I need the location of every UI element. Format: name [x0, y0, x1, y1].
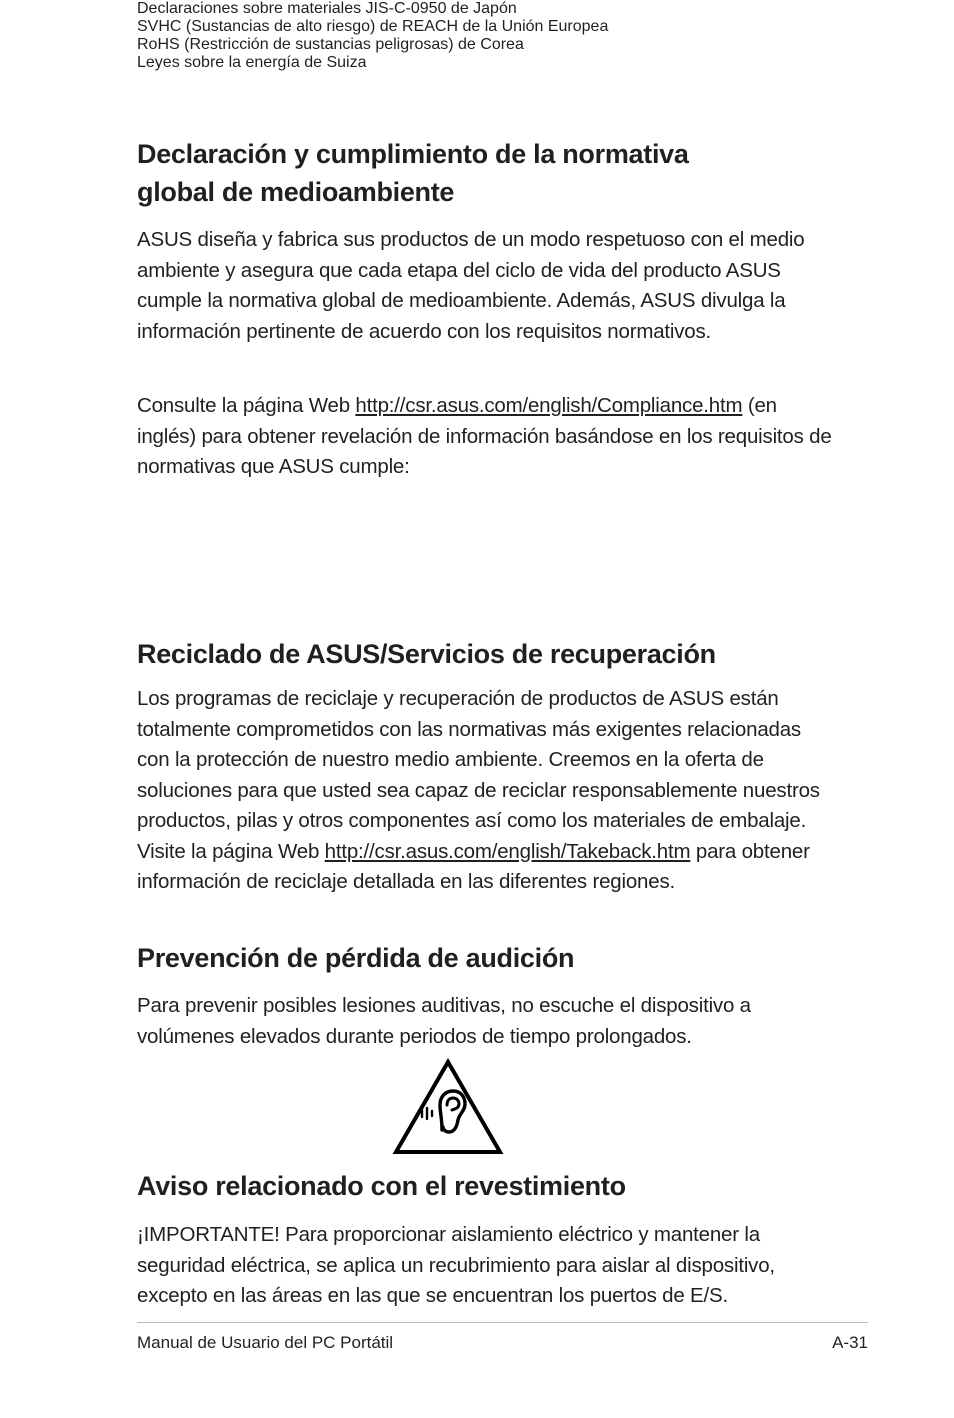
- section-title-recycling: Reciclado de ASUS/Servicios de recuperación: [137, 639, 716, 669]
- title-line-1: Declaración y cumplimiento de la normativa: [137, 139, 689, 169]
- hearing-paragraph: Para prevenir posibles lesiones auditivas, no escuche el dispositivo a volúmenes elevados durante periodos de tiempo prolongados.: [137, 994, 751, 1048]
- footer-manual-title: Manual de Usuario del PC Portátil: [137, 1333, 394, 1352]
- compliance-paragraph: [137, 391, 837, 483]
- environment-paragraph: ASUS diseña y fabrica sus productos de un modo respetuoso con el medio ambiente y asegura que cada etapa del ciclo de vida del producto ASUS cumple la normativa global de medioambiente. Además, ASUS divulga la información pertinente de acuerdo con los requisitos normativos.: [137, 228, 805, 343]
- takeback-link[interactable]: http://csr.asus.com/english/Takeback.htm: [324, 839, 691, 863]
- compliance-text-prefix: Consulte la página Web: [137, 394, 356, 417]
- compliance-text-suffix: (en inglés) para obtener revelación de información basándose en los requisitos de normativas que ASUS cumple:: [137, 394, 832, 478]
- compliance-link[interactable]: http://csr.asus.com/english/Compliance.htm: [355, 394, 743, 417]
- page-content: [137, 0, 837, 1307]
- section-title-coating: Aviso relacionado con el revestimiento: [137, 1171, 626, 1201]
- footer-divider: [137, 1322, 868, 1323]
- title-line-2: global de medioambiente: [137, 177, 455, 207]
- recycling-text-prefix: Los programas de reciclaje y recuperación de productos de ASUS están totalmente comprometidos con las normativas más exigentes relacionadas con la protección de nuestro medio ambiente. Creemos en la oferta de soluciones para que usted sea capaz de reciclar responsablemente nuestros productos, pilas y otros componentes así como los materiales de embalaje. Visite la página Web: [137, 687, 820, 863]
- hearing-warning-icon: [392, 1058, 504, 1156]
- regulation-item: Leyes sobre la energía de Suiza: [137, 54, 367, 71]
- coating-paragraph: ¡IMPORTANTE! Para proporcionar aislamiento eléctrico y mantener la seguridad eléctrica, se aplica un recubrimiento para aislar al dispositivo, excepto en las áreas en las que se encuentran los puertos de E/S.: [137, 1223, 775, 1307]
- recycling-text-suffix: para obtener información de reciclaje detallada en las diferentes regiones.: [137, 839, 810, 893]
- footer-page-number: A-31: [832, 1333, 868, 1352]
- regulation-item: SVHC (Sustancias de alto riesgo) de REACH de la Unión Europea: [137, 18, 609, 35]
- section-title-hearing: Prevención de pérdida de audición: [137, 943, 575, 973]
- section-title-environment: [137, 135, 837, 211]
- recycling-paragraph: [137, 684, 837, 898]
- regulation-item: RoHS (Restricción de sustancias peligrosas) de Corea: [137, 36, 524, 53]
- regulation-item: Declaraciones sobre materiales JIS-C-0950 de Japón: [137, 0, 517, 17]
